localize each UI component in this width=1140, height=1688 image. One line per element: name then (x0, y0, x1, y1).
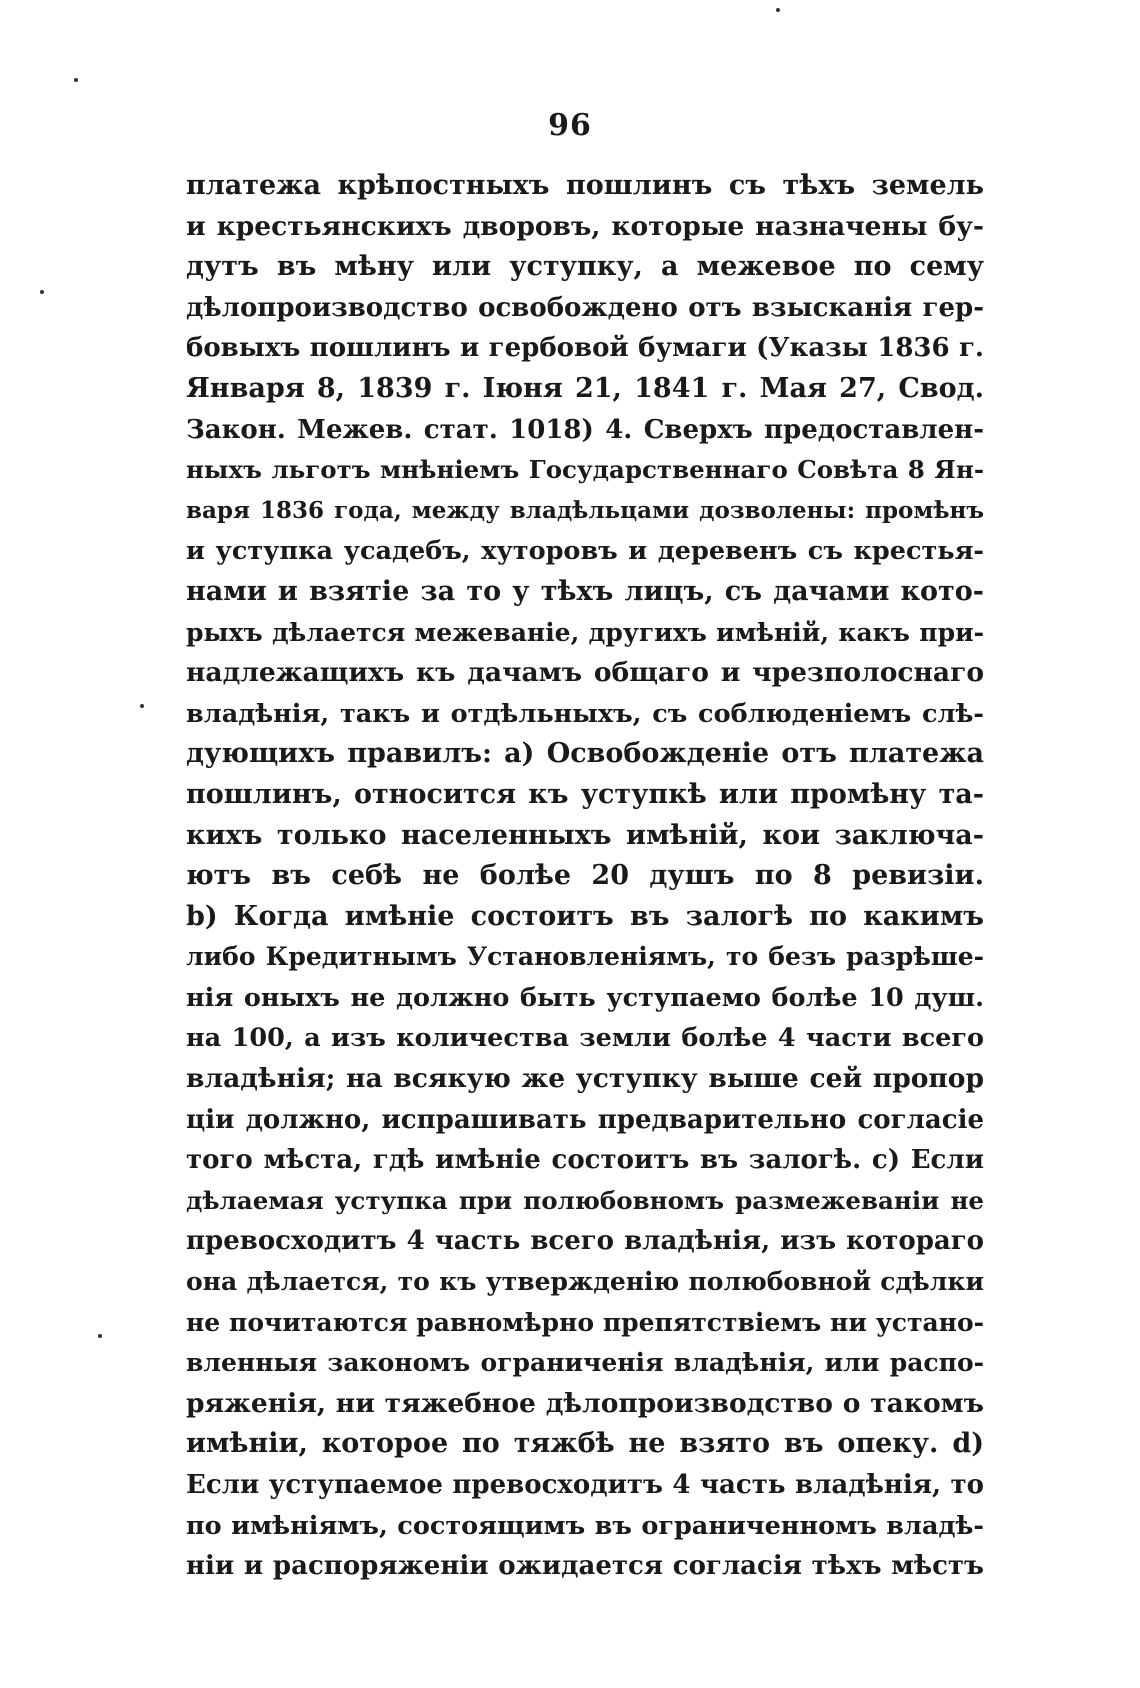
text-line: ціи должно, испрашивать предварительно согласіе (186, 1104, 984, 1135)
text-line: Января 8, 1839 г. Іюня 21, 1841 г. Мая 27, Свод. (186, 372, 984, 404)
text-line: дующихъ правилъ: a) Освобожденіе отъ платежа (186, 738, 984, 770)
text-line: Закон. Межев. стат. 1018) 4. Сверхъ предоставлен- (186, 414, 984, 445)
body-text (186, 166, 984, 1587)
text-line: того мѣста, гдѣ имѣніе состоитъ въ залогѣ. c) Если (186, 1145, 984, 1176)
text-line: бовыхъ пошлинъ и гербовой бумаги (Указы 1836 г. (186, 333, 984, 364)
text-line: варя 1836 года, между владѣльцами дозволены: промѣнъ (186, 496, 984, 524)
text-line: дѣлаемая уступка при полюбовномъ размежеваніи не (186, 1185, 984, 1215)
text-line: ютъ въ себѣ не болѣе 20 душъ по 8 ревизіи. (186, 860, 984, 892)
text-line: она дѣлается, то къ утвержденію полюбовной сдѣлки (186, 1267, 984, 1297)
text-line: рыхъ дѣлается межеваніе, другихъ имѣній, какъ при- (186, 617, 984, 647)
text-line: превосходитъ 4 часть всего владѣнія, изъ котораго (186, 1226, 984, 1257)
text-line: дутъ въ мѣну или уступку, а межевое по сему (186, 251, 984, 283)
text-line: кихъ только населенныхъ имѣній, кои заключа- (186, 819, 984, 851)
text-line: владѣнія, такъ и отдѣльныхъ, съ соблюденіемъ слѣ- (186, 698, 984, 729)
text-line: Если уступаемое превосходитъ 4 часть владѣнія, то (186, 1470, 984, 1500)
scan-speck (776, 8, 780, 12)
text-line: ныхъ льготъ мнѣніемъ Государственнаго Совѣта 8 Ян- (186, 455, 984, 485)
text-line: имѣніи, которое по тяжбѣ не взято въ опеку. d) (186, 1428, 984, 1460)
scan-speck (74, 78, 78, 82)
text-line: по имѣніямъ, состоящимъ въ ограниченномъ владѣ- (186, 1510, 984, 1541)
text-line: ніи и распоряженіи ожидается согласія тѣхъ мѣстъ (186, 1551, 984, 1582)
text-line: платежа крѣпостныхъ пошлинъ съ тѣхъ земель (186, 170, 984, 201)
text-line: и крестьянскихъ дворовъ, которые назначены бу- (186, 210, 984, 242)
page-number: 96 (548, 108, 592, 143)
text-line: ряженія, ни тяжебное дѣлопроизводство о такомъ (186, 1387, 984, 1419)
text-line: на 100, а изъ количества земли болѣе 4 части всего (186, 1023, 984, 1054)
scan-speck (140, 704, 144, 708)
text-line: владѣнія; на всякую же уступку выше сей пропор (186, 1063, 984, 1095)
scan-speck (40, 290, 44, 294)
text-line: b) Когда имѣніе состоитъ въ залогѣ по какимъ (186, 900, 984, 932)
text-line: нами и взятіе за то у тѣхъ лицъ, съ дачами кото- (186, 575, 984, 607)
text-line: дѣлопроизводство освобождено отъ взысканія гер- (186, 292, 984, 323)
text-line: не почитаются равномѣрно препятствіемъ ни устано- (186, 1307, 984, 1337)
text-line: нія оныхъ не должно быть уступаемо болѣе 10 душ. (186, 982, 984, 1013)
text-line: надлежащихъ къ дачамъ общаго и чрезполоснаго (186, 657, 984, 689)
text-line: и уступка усадебъ, хуторовъ и деревенъ съ крестья- (186, 536, 984, 567)
text-line: вленныя закономъ ограниченія владѣнія, или распо- (186, 1348, 984, 1378)
text-line: либо Кредитнымъ Установленіямъ, то безъ разрѣше- (186, 942, 984, 972)
scan-speck (98, 1334, 102, 1338)
text-line: пошлинъ, относится къ уступкѣ или промѣну та- (186, 778, 984, 810)
